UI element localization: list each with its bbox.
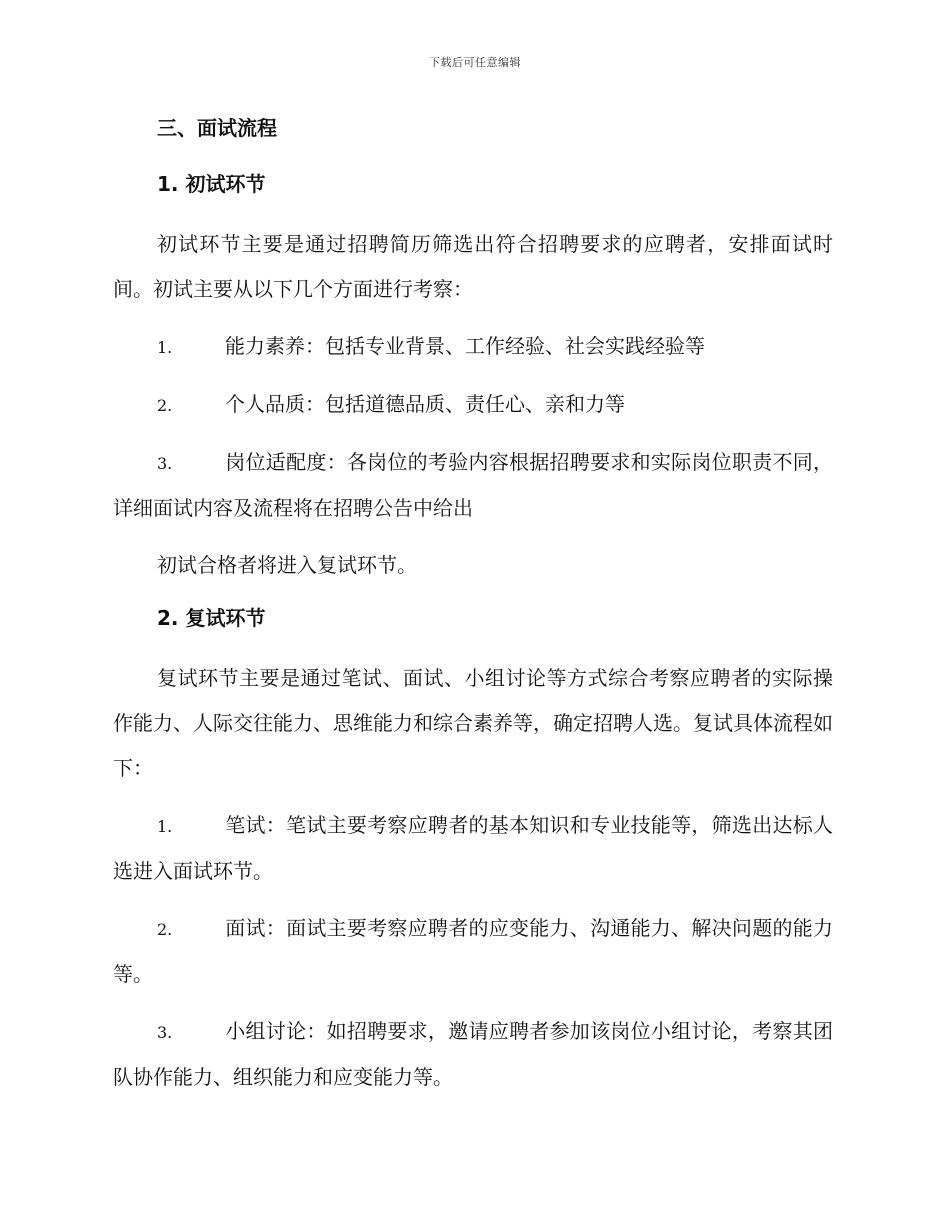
list-text: 能力素养：包括专业背景、工作经验、社会实践经验等 — [225, 334, 705, 358]
second-round-item — [113, 803, 833, 894]
list-number: 2. — [157, 396, 173, 415]
list-text: 岗位适配度：各岗位的考验内容根据招聘要求和实际岗位职责不同，详细面试内容及流程将在招聘公告中给出 — [113, 450, 833, 520]
document-body — [113, 110, 833, 1112]
first-round-intro: 初试环节主要是通过招聘简历筛选出符合招聘要求的应聘者，安排面试时间。初试主要从以下几个方面进行考察： — [113, 232, 833, 301]
section-heading: 三、面试流程 — [157, 116, 277, 140]
first-round-item — [113, 382, 833, 428]
list-text: 面试：面试主要考察应聘者的应变能力、沟通能力、解决问题的能力等。 — [113, 916, 833, 986]
first-round-item — [113, 324, 833, 370]
list-number: 1. — [157, 817, 173, 836]
second-round-item — [113, 906, 833, 997]
list-text: 笔试：笔试主要考察应聘者的基本知识和专业技能等，筛选出达标人选进入面试环节。 — [113, 813, 833, 883]
list-number: 3. — [157, 1023, 173, 1042]
first-round-item — [113, 440, 833, 531]
first-round-outro: 初试合格者将进入复试环节。 — [157, 553, 417, 577]
list-number: 1. — [157, 338, 173, 357]
list-text: 小组讨论：如招聘要求，邀请应聘者参加该岗位小组讨论，考察其团队协作能力、组织能力和应变能力等。 — [113, 1019, 833, 1089]
list-text: 个人品质：包括道德品质、责任心、亲和力等 — [225, 392, 625, 416]
second-round-heading: 2. 复试环节 — [157, 606, 266, 630]
first-round-heading: 1. 初试环节 — [157, 172, 266, 196]
page-header: 下载后可任意编辑 — [429, 56, 521, 69]
second-round-intro: 复试环节主要是通过笔试、面试、小组讨论等方式综合考察应聘者的实际操作能力、人际交往能力、思维能力和综合素养等，确定招聘人选。复试具体流程如下： — [113, 666, 833, 780]
second-round-item — [113, 1009, 833, 1100]
list-number: 3. — [157, 454, 173, 473]
list-number: 2. — [157, 920, 173, 939]
